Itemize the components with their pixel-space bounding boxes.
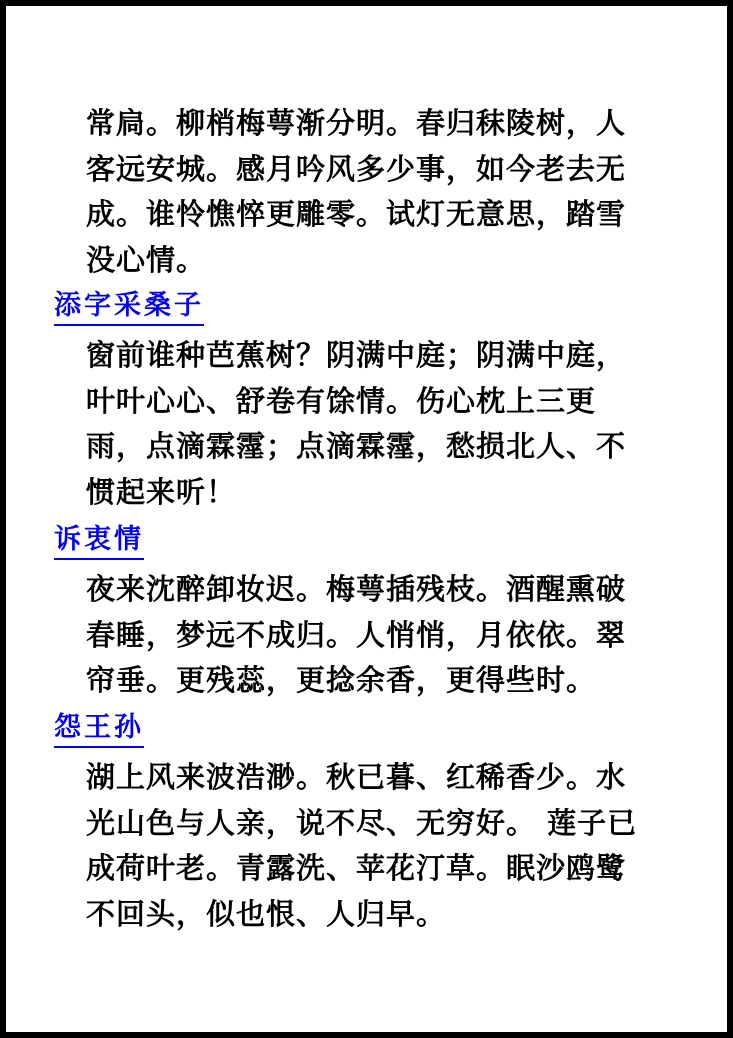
text-line: 夜来沈醉卸妆迟。梅萼插残枝。酒醒熏破 — [86, 572, 627, 606]
poem-title-link-tianzi-caisangzi[interactable]: 添字采桑子 — [54, 289, 204, 326]
text-line: 成。谁怜憔悴更雕零。试灯无意思，踏雪 — [86, 197, 627, 231]
poem-text-section-2 — [86, 333, 686, 515]
text-line: 惯起来听！ — [86, 474, 237, 509]
text-line: 成荷叶老。青露洗、苹花汀草。眠沙鸥鹭 — [86, 851, 627, 885]
poem-text-section-3 — [86, 567, 686, 704]
text-line: 客远安城。感月吟风多少事，如今老去无 — [86, 151, 627, 186]
text-line: 春睡，梦远不成归。人悄悄，月依依。翠 — [86, 617, 627, 652]
text-line: 窗前谁种芭蕉树？阴满中庭；阴满中庭， — [86, 338, 627, 372]
text-line: 湖上风来波浩渺。秋已暮、红稀香少。水 — [86, 760, 627, 794]
poem-title-link-suzhongqing[interactable]: 诉衷情 — [54, 523, 144, 560]
text-line: 帘垂。更残蕊，更捻余香，更得些时。 — [86, 663, 597, 697]
poem-text-section-1 — [86, 101, 686, 283]
text-line: 叶叶心心、舒卷有馀情。伤心枕上三更 — [86, 383, 597, 418]
text-line: 雨，点滴霖霪；点滴霖霪，愁损北人、不 — [86, 429, 627, 463]
poem-title-link-yuanwangsun[interactable]: 怨王孙 — [54, 711, 144, 748]
text-line: 没心情。 — [86, 242, 207, 277]
text-line: 光山色与人亲，说不尽、无穷好。 莲子已 — [86, 805, 638, 840]
text-line: 常扃。柳梢梅萼渐分明。春归秣陵树，人 — [86, 106, 627, 140]
poem-text-section-4 — [86, 755, 686, 937]
text-line: 不回头，似也恨、人归早。 — [86, 896, 447, 931]
